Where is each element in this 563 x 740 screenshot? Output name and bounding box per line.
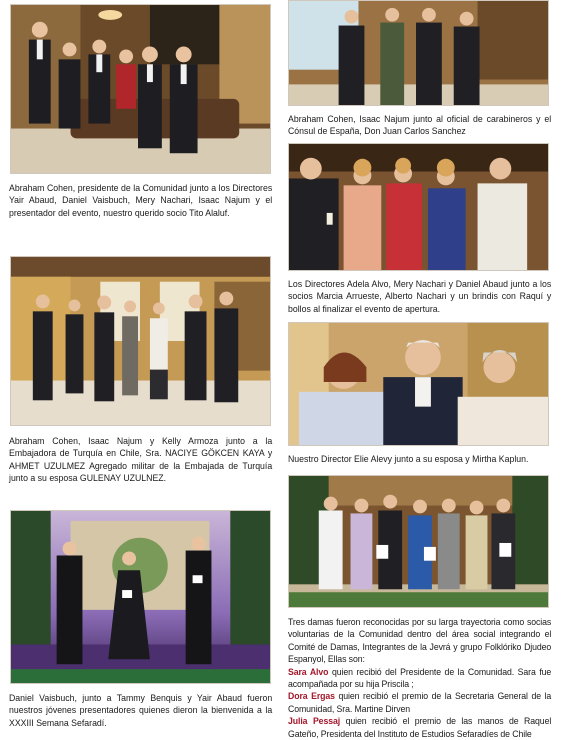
caption-consul-spain: Abraham Cohen, Isaac Najum junto al oficial de carabineros y el Cónsul de España, Don Juan Carlos Sanchez [288, 114, 552, 137]
caption-ambassador-turkey: Abraham Cohen, Isaac Najum y Kelly Armoza junto a la Embajadora de Turquía en Chile, Sra. NACIYE GÖKCEN KAYA y AHMET UZULMEZ Agregado militar de la Embajada de Turquía junto a su esposa GULENAY UZULNEZ. [9, 436, 273, 484]
honoree-julia-pessaj-text: quien recibió el premio de las manos de Raquel Gateño, Presidenta del Instituto de Estudios Sefaradíes de Chile [288, 716, 552, 739]
honoree-sara-alvo: Sara Alvo [288, 666, 329, 677]
photo-toast-directors [288, 143, 549, 271]
photo-young-presenters [10, 510, 271, 684]
caption-director-alevy: Nuestro Director Elie Alevy junto a su esposa y Mirtha Kaplun. [288, 454, 529, 464]
honoree-julia-pessaj: Julia Pessaj [288, 716, 341, 727]
caption-toast-directors: Los Directores Adela Alvo, Mery Nachari y Daniel Abaud junto a los socios Marcia Arrueste, Alberto Nachari y un brindis con Raquí y bollos al finalizar el evento de apertura. [288, 279, 552, 314]
caption-ladies-intro: Tres damas fueron reconocidas por su larga trayectoria como socias voluntarias de la Comunidad dentro del área social integrando el Comité de Damas, Integrantes de la Jevrá y grupo Folklóriko Djudeo Espanyol, Ellas son: [288, 617, 552, 665]
honoree-sara-alvo-text: quien recibió del Presidente de la Comunidad. Sara fue acompañada por su hija Priscila ; [288, 666, 552, 690]
honoree-dora-ergas-text: quien recibió el premio de la Secretaria General de la Comunidad, Sra. Martine Dirven [288, 691, 552, 714]
photo-directors-group [10, 4, 271, 174]
photo-ambassador-turkey [10, 256, 271, 426]
photo-director-alevy [288, 322, 549, 446]
caption-young-presenters: Daniel Vaisbuch, junto a Tammy Benquis y Yair Abaud fueron nuestros jóvenes presentadores quienes dieron la bienvenida a la XXXIII Semana Sefaradí. [9, 693, 273, 728]
photo-ladies-honored [288, 475, 549, 608]
honoree-dora-ergas: Dora Ergas [288, 691, 335, 702]
caption-directors-group: Abraham Cohen, presidente de la Comunidad junto a los Directores Yair Abaud, Daniel Vaisbuch, Mery Nachari, Isaac Najum y el presentador del evento, nuestro querido socio Tito Alaluf. [9, 183, 273, 218]
photo-consul-spain [288, 0, 549, 106]
caption-ladies-honored [288, 616, 551, 740]
